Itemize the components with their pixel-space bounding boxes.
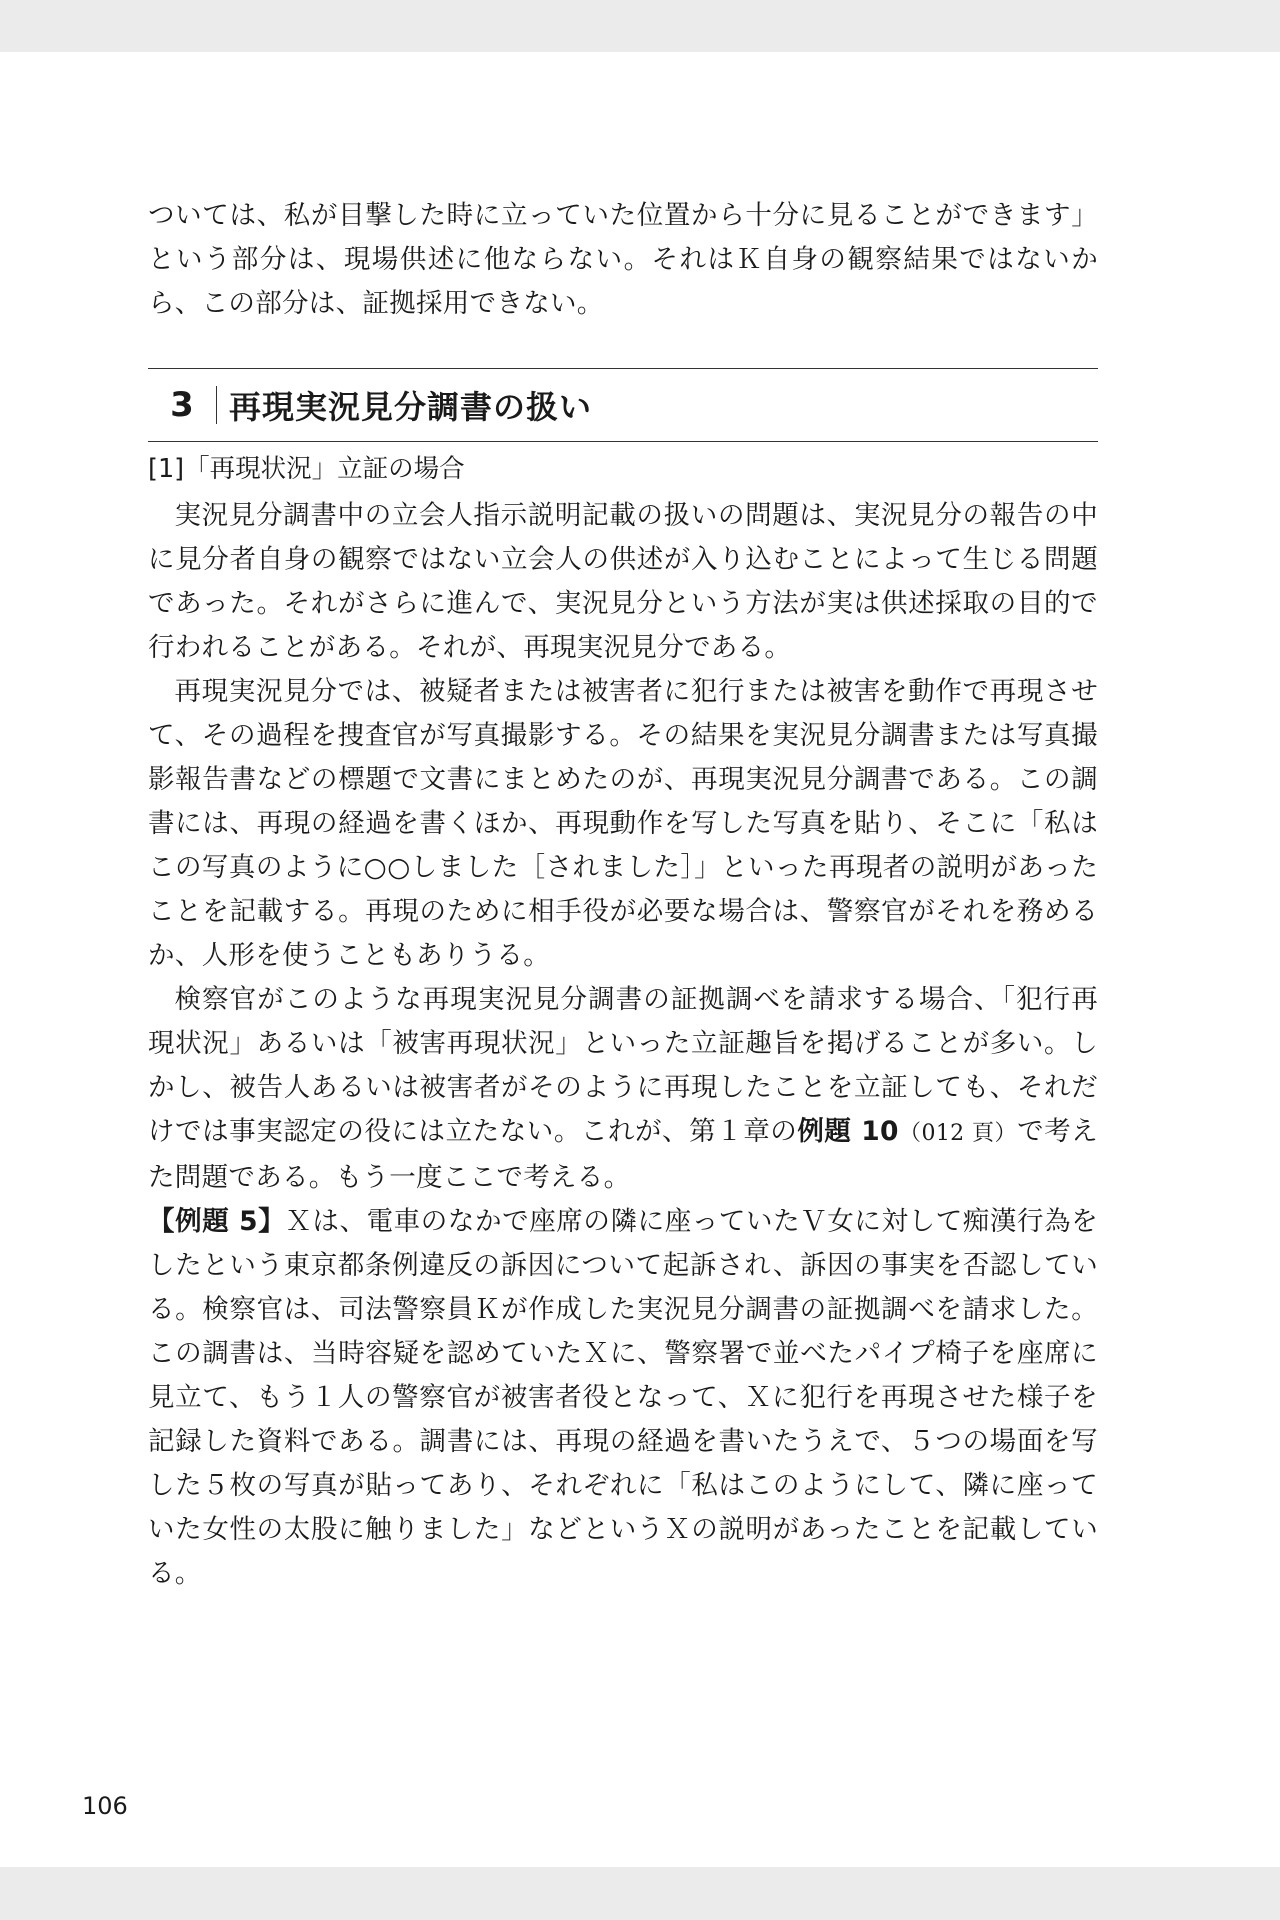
viewer-bottom-bar — [0, 1867, 1280, 1920]
example-block — [148, 1200, 1098, 1596]
example-reference: 例題 10 — [797, 1116, 899, 1147]
section-divider — [216, 386, 217, 424]
book-page — [0, 52, 1280, 1867]
subheading: [1]「再現状況」立証の場合 — [148, 454, 465, 484]
page-number: 106 — [82, 1792, 128, 1820]
section-number: 3 — [170, 385, 194, 425]
page-content — [148, 194, 1098, 1596]
example-text: Ｘは、電車のなかで座席の隣に座っていたＶ女に対して痴漢行為をしたという東京都条例違反の訴因について起訴され、訴因の事実を否認している。検察官は、司法警察員Ｋが作成した実況見分調書の証拠調べを請求した。この調書は、当時容疑を認めていたＸに、警察署で並べたパイプ椅子を座席に見立て、もう１人の警察官が被害者役となって、Ｘに犯行を再現させた様子を記録した資料である。調書には、再現の経過を書いたうえで、５つの場面を写した５枚の写真が貼ってあり、それぞれに「私はこのようにして、隣に座っていた女性の太股に触りました」などというＸの説明があったことを記載している。 — [148, 1206, 1099, 1589]
intro-paragraph: ついては、私が目撃した時に立っていた位置から十分に見ることができます」という部分は、現場供述に他ならない。それはＫ自身の観察結果ではないから、この部分は、証拠採用できない。 — [148, 200, 1098, 319]
body-paragraph-2: 再現実況見分では、被疑者または被害者に犯行または被害を動作で再現させて、その過程を捜査官が写真撮影する。その結果を実況見分調書または写真撮影報告書などの標題で文書にまとめたのが、再現実況見分調書である。この調書には、再現の経過を書くほか、再現動作を写した写真を貼り、そこに「私はこの写真のように○○しました［されました］」といった再現者の説明があったことを記載する。再現のために相手役が必要な場合は、警察官がそれを務めるか、人形を使うこともありうる。 — [148, 676, 1098, 971]
paragraph-3-text-after: で考えた問題である。もう一度ここで考える。 — [148, 1116, 1099, 1193]
body-paragraph-1: 実況見分調書中の立会人指示説明記載の扱いの問題は、実況見分の報告の中に見分者自身の観察ではない立会人の供述が入り込むことによって生じる問題であった。それがさらに進んで、実況見分という方法が実は供述採取の目的で行われることがある。それが、再現実況見分である。 — [148, 500, 1098, 663]
body-paragraph-3 — [148, 978, 1098, 1200]
section-bottom-rule — [148, 441, 1098, 442]
section-heading — [148, 369, 1098, 441]
example-label: 【例題 5】 — [148, 1206, 286, 1237]
section-title: 再現実況見分調書の扱い — [229, 388, 593, 426]
paragraph-3-text-before: 検察官がこのような再現実況見分調書の証拠調べを請求する場合、「犯行再現状況」あるいは「被害再現状況」といった立証趣旨を掲げることが多い。しかし、被告人あるいは被害者がそのように再現したことを立証しても、それだけでは事実認定の役には立たない。これが、第１章の — [148, 984, 1098, 1147]
viewer-top-bar — [0, 0, 1280, 52]
page-reference: （012 頁） — [898, 1121, 1018, 1146]
